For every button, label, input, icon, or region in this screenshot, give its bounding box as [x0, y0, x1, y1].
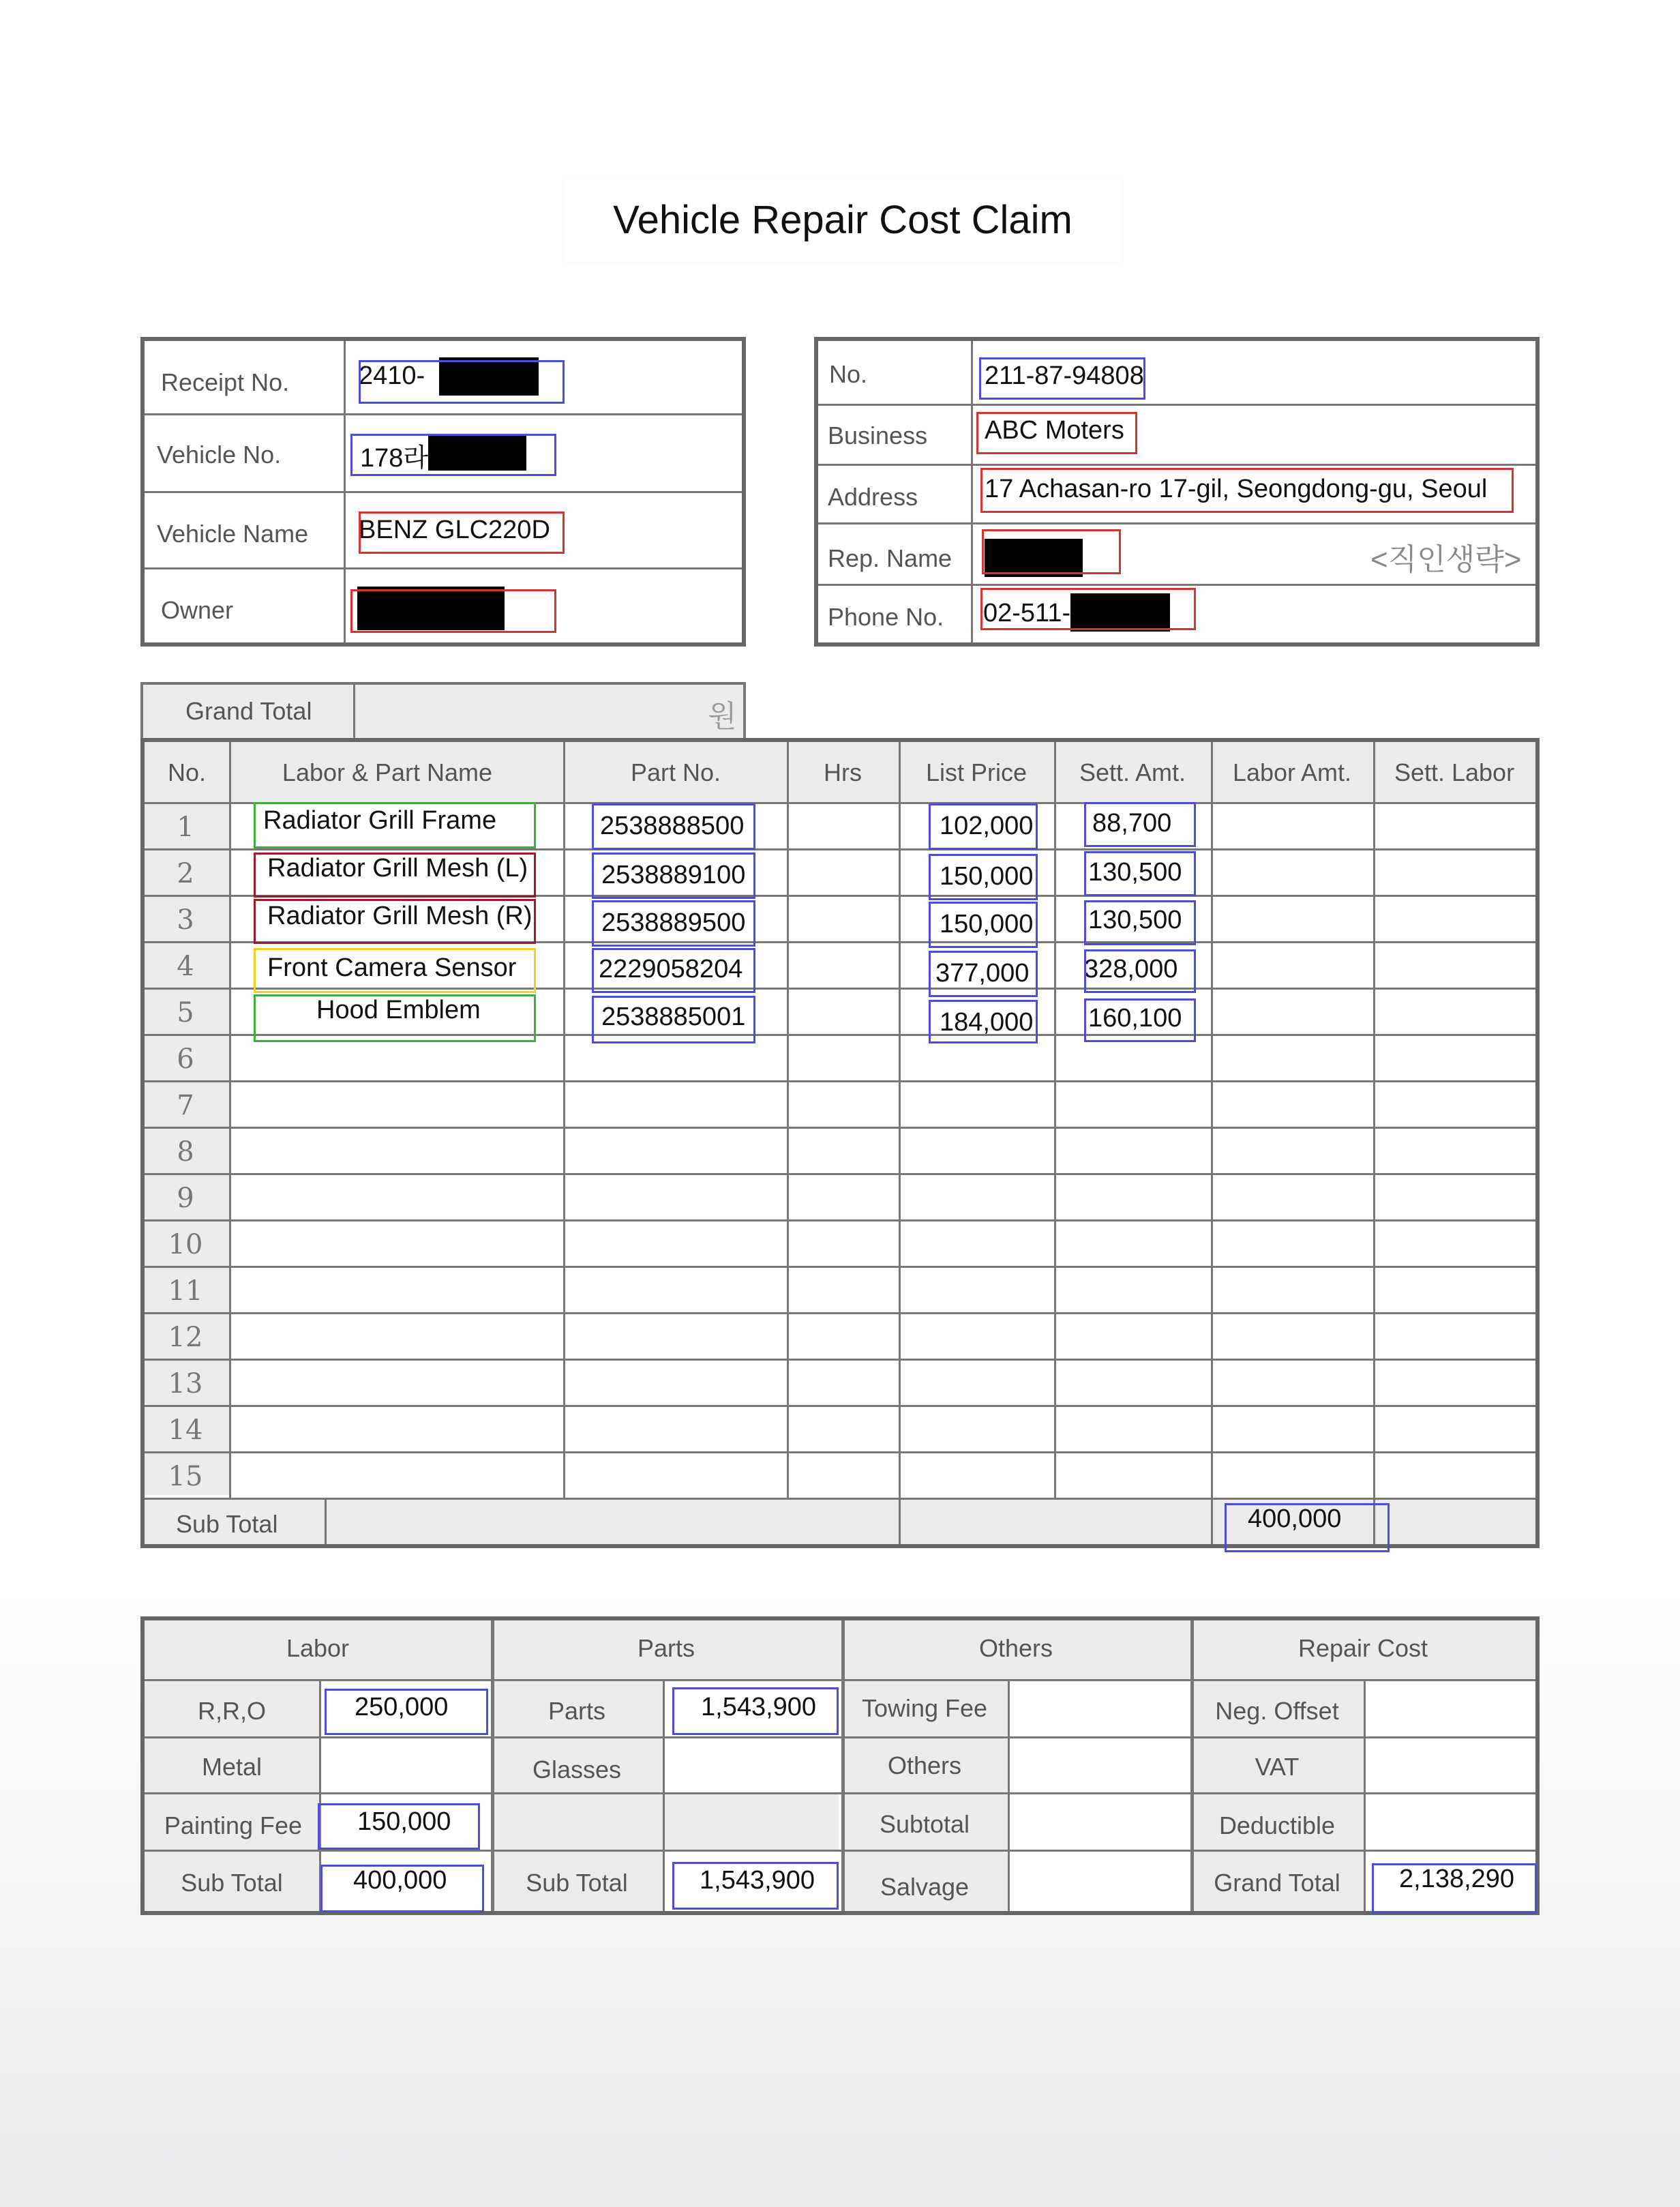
sett-amt-box [1084, 802, 1196, 847]
part-name-box [254, 853, 536, 898]
table-row-divider [145, 1451, 1535, 1453]
table-column-divider [1373, 742, 1375, 1498]
parts-subtotal-box [672, 1862, 839, 1910]
labor-subtotal-box [320, 1865, 484, 1912]
sett-amt-box [1084, 851, 1196, 896]
part-name-box [254, 994, 536, 1042]
rep-name-box [982, 529, 1121, 574]
part-no-cell: 2538888500 [600, 812, 745, 840]
row-number: 4 [177, 951, 194, 982]
items-subtotal-labor-box [1225, 1503, 1390, 1552]
row-number: 2 [177, 858, 194, 889]
row-number: 1 [177, 812, 194, 843]
phone-no-label: Phone No. [828, 603, 944, 631]
rro-label: R,R,O [197, 1697, 266, 1725]
table-column-divider [787, 742, 789, 1498]
summary-header-labor: Labor [286, 1634, 350, 1662]
owner-label: Owner [161, 596, 234, 624]
address-value: 17 Achasan-ro 17-gil, Seongdong-gu, Seoul [985, 475, 1488, 503]
sett-amt-box [1084, 900, 1196, 945]
table-row-divider [145, 1080, 1535, 1082]
grand-total-value: 2,138,290 [1399, 1865, 1515, 1893]
others-subtotal-label: Subtotal [879, 1810, 970, 1838]
subtotal-divider [1211, 1498, 1213, 1544]
painting-fee-value: 150,000 [357, 1807, 451, 1836]
table-row-divider [145, 1359, 1535, 1361]
summary-row-divider [145, 1679, 1535, 1681]
row-number: 12 [168, 1322, 203, 1353]
reg-no-value: 211-87-94808 [985, 361, 1144, 390]
col-header-part-no: Part No. [630, 758, 721, 786]
row-number: 15 [168, 1461, 203, 1492]
summary-row-divider [145, 1736, 1535, 1738]
neg-offset-label: Neg. Offset [1215, 1697, 1339, 1725]
col-header-hrs: Hrs [824, 758, 862, 786]
table-row-divider [145, 1498, 1535, 1500]
col-header-sett-amt: Sett. Amt. [1079, 758, 1186, 786]
sett-amt-cell: 130,500 [1088, 858, 1182, 887]
part-no-box [592, 900, 755, 947]
part-no-cell: 2538885001 [601, 1003, 746, 1031]
row-number: 6 [177, 1043, 194, 1075]
grand-total-bar-label: Grand Total [185, 697, 312, 725]
business-box [976, 412, 1137, 454]
rro-value: 250,000 [355, 1693, 449, 1721]
row-number: 7 [177, 1090, 194, 1121]
part-name-box [254, 899, 536, 944]
address-box [980, 468, 1514, 513]
parts-box [672, 1687, 839, 1735]
document-title: Vehicle Repair Cost Claim [565, 179, 1121, 262]
table-row-divider [145, 1266, 1535, 1268]
salvage-label: Salvage [880, 1873, 970, 1901]
painting-fee-box [318, 1803, 480, 1850]
list-price-cell: 184,000 [940, 1008, 1034, 1037]
row-number: 11 [168, 1275, 203, 1307]
vehicle-name-box [359, 512, 565, 554]
part-name-cell: Radiator Grill Mesh (L) [267, 854, 528, 883]
part-no-box [592, 803, 755, 850]
summary-row-divider [145, 1792, 1535, 1794]
receipt-no-label: Receipt No. [161, 368, 290, 396]
receipt-no-value: 2410- [359, 361, 425, 390]
items-subtotal-label: Sub Total [176, 1510, 278, 1538]
part-no-box [592, 996, 755, 1043]
list-price-box [929, 854, 1038, 900]
table-row-divider [145, 1173, 1535, 1175]
table-column-divider [899, 742, 901, 1498]
summary-cell-divider [663, 1679, 665, 1911]
list-price-cell: 150,000 [940, 862, 1034, 891]
business-value: ABC Moters [985, 416, 1124, 445]
list-price-cell: 102,000 [940, 812, 1034, 840]
parts-label: Parts [548, 1697, 606, 1725]
subtotal-divider [899, 1498, 901, 1544]
part-name-box [254, 948, 536, 993]
summary-header-others: Others [978, 1634, 1053, 1662]
part-no-box [592, 853, 755, 899]
summary-cell-divider [1364, 1679, 1366, 1911]
list-price-box [929, 1000, 1038, 1043]
sett-amt-cell: 130,500 [1088, 906, 1182, 934]
vehicle-no-label: Vehicle No. [157, 441, 282, 469]
labor-subtotal-value: 400,000 [353, 1866, 447, 1895]
list-price-box [929, 803, 1038, 850]
parts-subtotal-label: Sub Total [526, 1869, 628, 1897]
items-subtotal-labor: 400,000 [1248, 1505, 1342, 1533]
part-name-box [254, 802, 536, 848]
metal-label: Metal [201, 1753, 262, 1781]
sett-amt-box [1084, 998, 1196, 1042]
row-number: 14 [168, 1414, 203, 1446]
col-header-no: No. [167, 758, 207, 786]
col-header-sett-labor: Sett. Labor [1394, 758, 1515, 786]
part-no-cell: 2538889100 [601, 861, 746, 889]
vehicle-no-box [350, 434, 556, 476]
parts-value: 1,543,900 [701, 1693, 817, 1721]
vehicle-no-value: 178라 [360, 444, 429, 473]
table-row-divider [145, 848, 1535, 850]
summary-header-repair: Repair Cost [1298, 1634, 1428, 1662]
phone-no-value: 02-511- [983, 599, 1071, 627]
part-no-cell: 2538889500 [601, 908, 746, 937]
table-row-divider [145, 1312, 1535, 1314]
row-number: 10 [168, 1229, 203, 1260]
rep-name-label: Rep. Name [828, 544, 952, 572]
list-price-cell: 377,000 [935, 959, 1030, 988]
business-label: Business [828, 421, 928, 449]
col-header-name: Labor & Part Name [282, 758, 493, 786]
part-no-box [592, 948, 755, 993]
seal-omitted-stamp: <직인생략> [1370, 543, 1522, 576]
table-column-divider [1054, 742, 1056, 1498]
table-column-divider [229, 742, 231, 1498]
table-row-divider [145, 1127, 1535, 1129]
grand-total-box [1372, 1863, 1537, 1914]
part-name-cell: Hood Emblem [316, 996, 481, 1024]
summary-row-divider [145, 1850, 1535, 1852]
receipt-no-box [359, 360, 565, 404]
part-name-cell: Radiator Grill Mesh (R) [267, 902, 532, 930]
rro-box [325, 1689, 488, 1735]
towing-fee-label: Towing Fee [861, 1694, 988, 1722]
summary-label-bg [491, 1792, 839, 1850]
labor-subtotal-label: Sub Total [181, 1869, 283, 1897]
grand-total-label: Grand Total [1214, 1869, 1340, 1897]
row-number: 5 [177, 997, 194, 1028]
summary-cell-divider [1008, 1679, 1010, 1911]
subtotal-divider [325, 1498, 327, 1544]
list-price-box [929, 902, 1038, 948]
parts-subtotal-value: 1,543,900 [700, 1866, 815, 1895]
painting-fee-label: Painting Fee [164, 1811, 303, 1839]
sett-amt-cell: 328,000 [1084, 955, 1178, 983]
table-row-divider [145, 1405, 1535, 1407]
list-price-cell: 150,000 [940, 910, 1034, 938]
reg-no-box [979, 357, 1145, 400]
list-price-box [929, 951, 1038, 997]
vehicle-name-label: Vehicle Name [157, 520, 309, 548]
col-header-list-price: List Price [925, 758, 1028, 786]
deductible-label: Deductible [1218, 1811, 1336, 1839]
owner-box [350, 589, 556, 633]
row-number: 13 [168, 1368, 203, 1399]
vehicle-name-value: BENZ GLC220D [359, 516, 550, 544]
col-header-labor-amt: Labor Amt. [1232, 758, 1352, 786]
table-column-divider [1211, 742, 1213, 1498]
part-no-cell: 2229058204 [599, 955, 743, 983]
reg-no-label: No. [829, 360, 868, 388]
won-unit: 원 [708, 700, 737, 733]
others-label: Others [887, 1751, 962, 1779]
vat-label: VAT [1255, 1753, 1300, 1781]
summary-header-parts: Parts [637, 1634, 695, 1662]
glasses-label: Glasses [532, 1756, 622, 1783]
table-column-divider [563, 742, 565, 1498]
row-number: 3 [177, 904, 194, 936]
part-name-cell: Front Camera Sensor [267, 953, 517, 982]
sett-amt-box [1084, 949, 1196, 993]
sett-amt-cell: 88,700 [1092, 809, 1172, 838]
address-label: Address [828, 483, 918, 511]
sett-amt-cell: 160,100 [1088, 1004, 1182, 1033]
phone-no-box [980, 588, 1196, 630]
row-number: 9 [177, 1183, 194, 1214]
table-row-divider [145, 1219, 1535, 1221]
row-number: 8 [177, 1136, 194, 1168]
part-name-cell: Radiator Grill Frame [263, 806, 497, 835]
